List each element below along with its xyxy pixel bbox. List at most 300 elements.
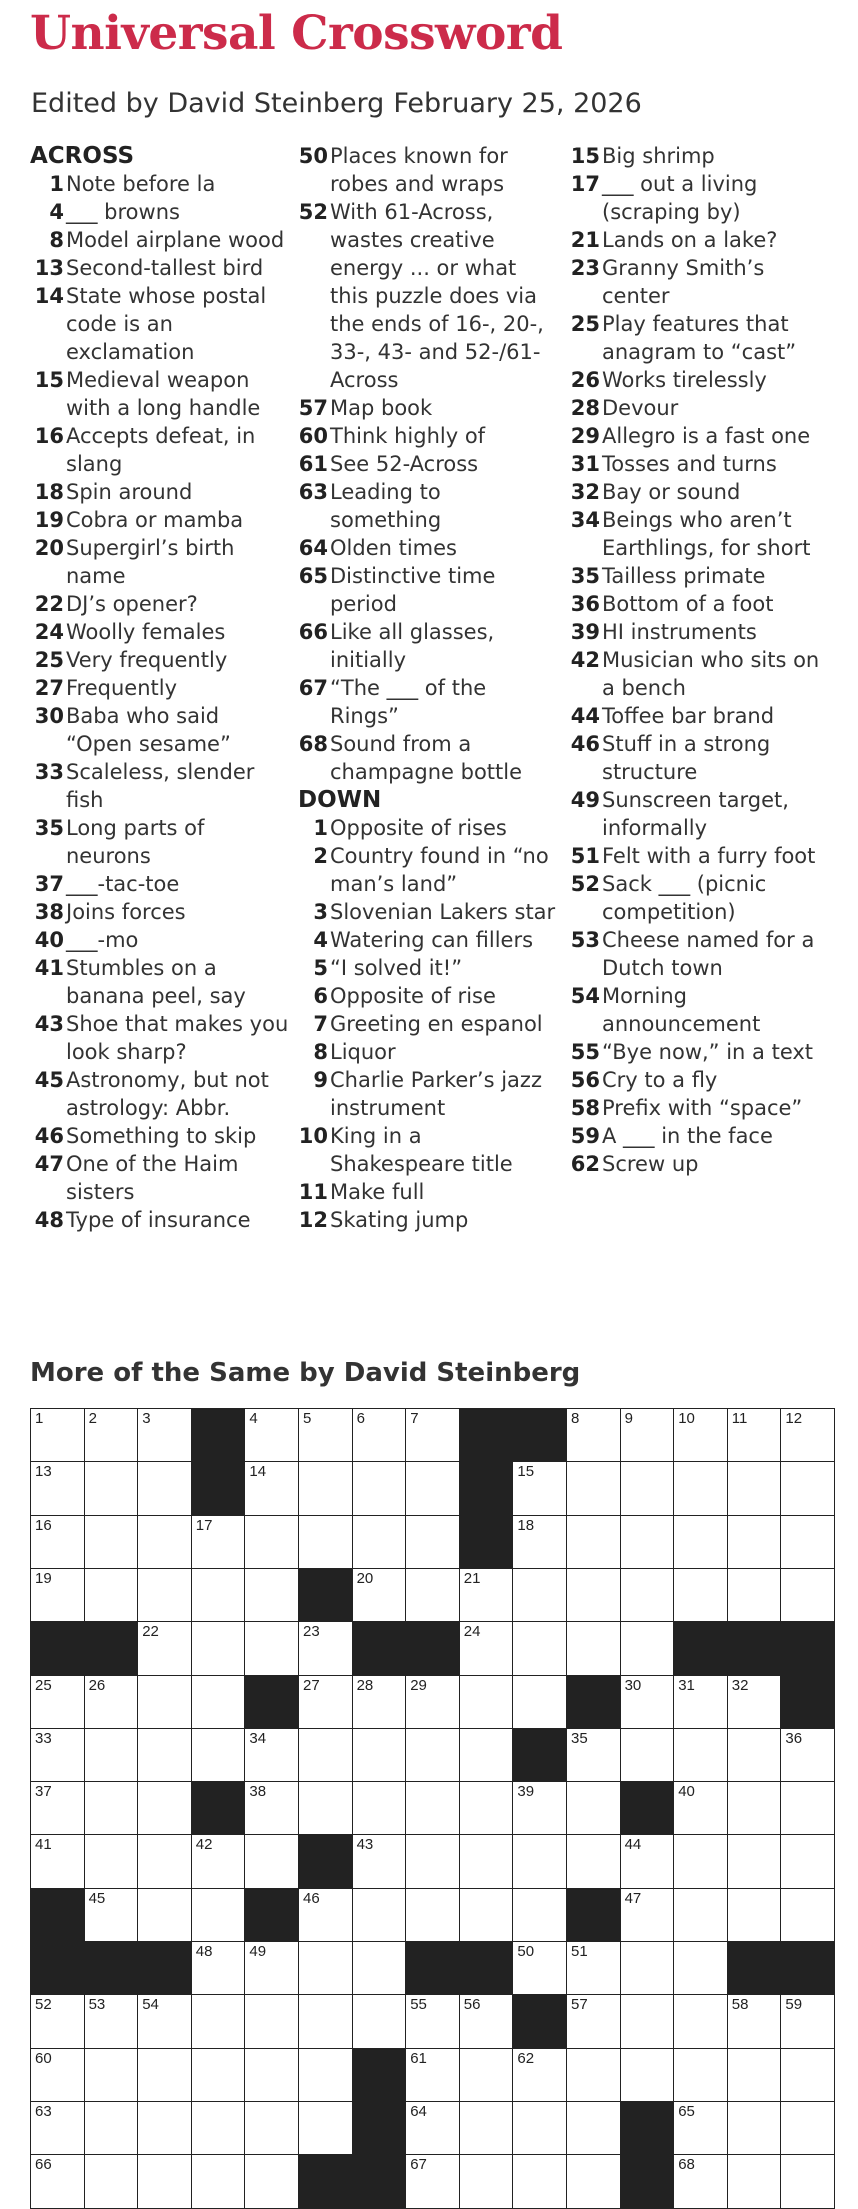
clue-number: 42 (570, 648, 600, 672)
grid-cell[interactable] (298, 1781, 353, 1836)
grid-cell[interactable] (352, 1994, 407, 2049)
cell-number: 64 (410, 2102, 427, 2120)
cell-number: 43 (356, 1836, 374, 1854)
clue-text: See 52-Across (330, 452, 479, 476)
grid-cell[interactable] (780, 1568, 835, 1623)
grid-cell[interactable] (620, 1941, 675, 1996)
grid-cell[interactable] (352, 1408, 407, 1463)
grid-cell[interactable] (673, 1781, 728, 1836)
grid-cell[interactable] (405, 1461, 460, 1516)
grid-cell[interactable] (727, 1888, 782, 1943)
grid-cell[interactable] (352, 1941, 407, 1996)
grid-cell[interactable] (566, 1461, 621, 1516)
down-clue (570, 590, 832, 618)
grid-cell[interactable] (191, 1675, 246, 1730)
across-clue (30, 870, 292, 898)
grid-cell[interactable] (620, 1728, 675, 1783)
grid-cell[interactable] (405, 1994, 460, 2049)
grid-cell[interactable] (566, 1621, 621, 1676)
grid-cell[interactable] (30, 1515, 85, 1570)
grid-cell[interactable] (191, 2154, 246, 2209)
black-square (191, 1781, 246, 1836)
grid-cell[interactable] (727, 1728, 782, 1783)
grid-cell[interactable] (191, 1888, 246, 1943)
grid-cell[interactable] (352, 1834, 407, 1889)
black-square (620, 1781, 675, 1836)
grid-cell[interactable] (780, 1994, 835, 2049)
down-clue (570, 254, 832, 310)
black-square (459, 1461, 514, 1516)
grid-cell[interactable] (137, 1888, 192, 1943)
grid-cell[interactable] (244, 2048, 299, 2103)
grid-cell[interactable] (298, 2048, 353, 2103)
grid-cell[interactable] (512, 1888, 567, 1943)
grid-cell[interactable] (566, 2101, 621, 2156)
grid-cell[interactable] (673, 1515, 728, 1570)
clue-text: “The ___ of the Rings” (330, 676, 487, 728)
grid-cell[interactable] (405, 1781, 460, 1836)
grid-cell[interactable] (191, 1568, 246, 1623)
cell-number: 8 (571, 1410, 580, 1427)
clue-text: A ___ in the face (602, 1124, 773, 1148)
grid-cell[interactable] (137, 1728, 192, 1783)
grid-cell[interactable] (244, 1568, 299, 1623)
grid-cell[interactable] (620, 1994, 675, 2049)
cell-number: 65 (678, 2102, 695, 2120)
clue-column-3 (570, 142, 832, 1178)
grid-cell[interactable] (673, 1461, 728, 1516)
grid-cell[interactable] (405, 1515, 460, 1570)
across-clue (298, 394, 560, 422)
clue-text: Play features that anagram to “cast” (602, 312, 797, 364)
clue-text: Something to skip (66, 1124, 257, 1148)
grid-cell[interactable] (780, 1515, 835, 1570)
clue-text: HI instruments (602, 620, 757, 644)
clue-text: Sunscreen target, informally (602, 788, 789, 840)
black-square (191, 1461, 246, 1516)
clue-text: Like all glasses, initially (330, 620, 495, 672)
grid-cell[interactable] (727, 1568, 782, 1623)
down-clue (570, 702, 832, 730)
grid-cell[interactable] (566, 1408, 621, 1463)
grid-cell[interactable] (620, 1888, 675, 1943)
grid-cell[interactable] (30, 1994, 85, 2049)
grid-cell[interactable] (298, 1675, 353, 1730)
grid-cell[interactable] (191, 1621, 246, 1676)
grid-cell[interactable] (512, 1675, 567, 1730)
grid-cell[interactable] (30, 1461, 85, 1516)
grid-cell[interactable] (673, 1888, 728, 1943)
grid-cell[interactable] (780, 1834, 835, 1889)
black-square (352, 2101, 407, 2156)
clue-number: 62 (570, 1152, 600, 1176)
grid-cell[interactable] (566, 2048, 621, 2103)
cell-number: 54 (142, 1996, 159, 2014)
grid-cell[interactable] (298, 2101, 353, 2156)
cell-number: 19 (35, 1569, 52, 1587)
grid-cell[interactable] (620, 1675, 675, 1730)
black-square (780, 1621, 835, 1676)
down-clue (570, 1038, 832, 1066)
grid-cell[interactable] (352, 1461, 407, 1516)
grid-cell[interactable] (244, 2154, 299, 2209)
across-clue (30, 478, 292, 506)
grid-cell[interactable] (298, 1408, 353, 1463)
grid-cell[interactable] (566, 1568, 621, 1623)
clue-number: 8 (313, 1040, 328, 1064)
black-square (298, 2154, 353, 2209)
cell-number: 18 (517, 1516, 535, 1534)
clue-number: 27 (34, 676, 64, 700)
grid-cell[interactable] (137, 1461, 192, 1516)
grid-cell[interactable] (673, 1728, 728, 1783)
clue-number: 16 (34, 424, 64, 448)
grid-cell[interactable] (137, 1675, 192, 1730)
clue-number: 64 (298, 536, 328, 560)
grid-cell[interactable] (298, 1888, 353, 1943)
grid-cell[interactable] (30, 2154, 85, 2209)
grid-cell[interactable] (780, 1461, 835, 1516)
down-clue (570, 394, 832, 422)
grid-cell[interactable] (673, 2048, 728, 2103)
clue-number: 28 (570, 396, 600, 420)
grid-cell[interactable] (459, 1994, 514, 2049)
black-square (298, 1568, 353, 1623)
cell-number: 51 (571, 1943, 588, 1960)
grid-cell[interactable] (459, 1675, 514, 1730)
grid-cell[interactable] (30, 1675, 85, 1730)
black-square (191, 1408, 246, 1463)
down-clue (570, 142, 832, 170)
grid-cell[interactable] (512, 1781, 567, 1836)
grid-cell[interactable] (30, 1834, 85, 1889)
black-square (727, 1941, 782, 1996)
grid-cell[interactable] (244, 1994, 299, 2049)
down-clue (570, 870, 832, 926)
grid-cell[interactable] (191, 1728, 246, 1783)
down-clue (298, 1038, 560, 1066)
clue-text: Granny Smith’s center (602, 256, 765, 308)
grid-cell[interactable] (137, 2101, 192, 2156)
grid-cell[interactable] (512, 1461, 567, 1516)
grid-cell[interactable] (84, 1408, 139, 1463)
clue-text: Opposite of rises (330, 816, 507, 840)
grid-cell[interactable] (244, 1461, 299, 1516)
clue-text: Watering can fillers (330, 928, 534, 952)
grid-cell[interactable] (512, 2154, 567, 2209)
grid-cell[interactable] (137, 1994, 192, 2049)
grid-cell[interactable] (191, 1515, 246, 1570)
clue-text: Works tirelessly (602, 368, 767, 392)
grid-cell[interactable] (620, 1621, 675, 1676)
grid-cell[interactable] (137, 1568, 192, 1623)
grid-cell[interactable] (405, 2154, 460, 2209)
grid-cell[interactable] (512, 2048, 567, 2103)
black-square (244, 1675, 299, 1730)
grid-cell[interactable] (780, 2101, 835, 2156)
grid-cell[interactable] (244, 1728, 299, 1783)
clue-number: 11 (298, 1180, 328, 1204)
grid-cell[interactable] (30, 2101, 85, 2156)
grid-cell[interactable] (352, 1728, 407, 1783)
across-clue (30, 702, 292, 758)
grid-cell[interactable] (459, 2154, 514, 2209)
grid-cell[interactable] (673, 1941, 728, 1996)
grid-cell[interactable] (727, 1515, 782, 1570)
grid-cell[interactable] (137, 1515, 192, 1570)
grid-cell[interactable] (459, 1728, 514, 1783)
clue-number: 18 (34, 480, 64, 504)
grid-cell[interactable] (191, 1941, 246, 1996)
grid-cell[interactable] (727, 2048, 782, 2103)
grid-cell[interactable] (459, 1621, 514, 1676)
grid-cell[interactable] (191, 2048, 246, 2103)
grid-cell[interactable] (780, 1728, 835, 1783)
grid-cell[interactable] (727, 1408, 782, 1463)
grid-cell[interactable] (30, 1781, 85, 1836)
grid-cell[interactable] (566, 1994, 621, 2049)
grid-cell[interactable] (405, 2048, 460, 2103)
grid-cell[interactable] (244, 1941, 299, 1996)
down-clue (298, 898, 560, 926)
grid-cell[interactable] (405, 1408, 460, 1463)
clue-text: Cheese named for a Dutch town (602, 928, 815, 980)
grid-cell[interactable] (512, 1515, 567, 1570)
grid-cell[interactable] (620, 1834, 675, 1889)
grid-cell[interactable] (780, 2154, 835, 2209)
grid-cell[interactable] (84, 1834, 139, 1889)
grid-cell[interactable] (512, 1834, 567, 1889)
grid-cell[interactable] (30, 2048, 85, 2103)
grid-cell[interactable] (298, 1941, 353, 1996)
grid-cell[interactable] (459, 1568, 514, 1623)
grid-cell[interactable] (727, 1781, 782, 1836)
grid-cell[interactable] (566, 1728, 621, 1783)
grid-cell[interactable] (84, 2154, 139, 2209)
clue-number: 63 (298, 480, 328, 504)
down-clue (570, 562, 832, 590)
clue-text: Frequently (66, 676, 178, 700)
clue-text: Accepts defeat, in slang (66, 424, 256, 476)
grid-cell[interactable] (459, 2048, 514, 2103)
grid-cell[interactable] (137, 1621, 192, 1676)
black-square (512, 1728, 567, 1783)
grid-cell[interactable] (191, 1834, 246, 1889)
clue-number: 15 (570, 144, 600, 168)
grid-cell[interactable] (673, 1568, 728, 1623)
cell-number: 58 (731, 1996, 749, 2014)
down-clue (570, 366, 832, 394)
clue-text: Felt with a furry foot (602, 844, 816, 868)
clue-text: Toffee bar brand (602, 704, 775, 728)
grid-cell[interactable] (566, 1941, 621, 1996)
cell-number: 20 (356, 1569, 374, 1587)
clue-text: Lands on a lake? (602, 228, 778, 252)
grid-cell[interactable] (84, 1994, 139, 2049)
down-clue (570, 170, 832, 226)
grid-cell[interactable] (620, 2048, 675, 2103)
grid-cell[interactable] (780, 1408, 835, 1463)
clue-text: “Bye now,” in a text (602, 1040, 814, 1064)
grid-cell[interactable] (673, 1994, 728, 2049)
grid-cell[interactable] (84, 1515, 139, 1570)
clue-text: Medieval weapon with a long handle (66, 368, 261, 420)
cell-number: 11 (731, 1410, 748, 1427)
grid-cell[interactable] (352, 1888, 407, 1943)
grid-cell[interactable] (512, 1621, 567, 1676)
grid-cell[interactable] (30, 1728, 85, 1783)
cell-number: 45 (88, 1889, 106, 1907)
grid-cell[interactable] (459, 1888, 514, 1943)
grid-cell[interactable] (727, 1834, 782, 1889)
crossword-grid (30, 1408, 834, 2208)
down-clue (298, 1178, 560, 1206)
grid-cell[interactable] (30, 1568, 85, 1623)
clue-text: Type of insurance (66, 1208, 251, 1232)
grid-cell[interactable] (512, 1941, 567, 1996)
down-clue (298, 1206, 560, 1234)
grid-cell[interactable] (84, 1675, 139, 1730)
grid-cell[interactable] (673, 1834, 728, 1889)
clue-number: 5 (313, 956, 328, 980)
grid-cell[interactable] (620, 1568, 675, 1623)
clue-number: 58 (570, 1096, 600, 1120)
grid-cell[interactable] (137, 1781, 192, 1836)
grid-cell[interactable] (566, 1781, 621, 1836)
across-clue (30, 898, 292, 926)
grid-cell[interactable] (673, 2154, 728, 2209)
clue-text: Stuff in a strong structure (602, 732, 771, 784)
grid-cell[interactable] (780, 1888, 835, 1943)
grid-cell[interactable] (566, 1515, 621, 1570)
grid-cell[interactable] (298, 1461, 353, 1516)
grid-cell[interactable] (673, 1408, 728, 1463)
grid-cell[interactable] (352, 1568, 407, 1623)
grid-cell[interactable] (780, 1781, 835, 1836)
clue-text: Skating jump (330, 1208, 469, 1232)
grid-cell[interactable] (727, 1461, 782, 1516)
grid-cell[interactable] (352, 1675, 407, 1730)
cell-number: 5 (303, 1410, 312, 1427)
cell-number: 44 (624, 1836, 642, 1854)
grid-cell[interactable] (620, 1408, 675, 1463)
grid-cell[interactable] (84, 2101, 139, 2156)
grid-cell[interactable] (620, 1461, 675, 1516)
grid-cell[interactable] (244, 1621, 299, 1676)
clue-text: Shoe that makes you look sharp? (66, 1012, 289, 1064)
grid-cell[interactable] (84, 1461, 139, 1516)
grid-cell[interactable] (137, 2048, 192, 2103)
grid-cell[interactable] (30, 1408, 85, 1463)
clue-number: 48 (34, 1208, 64, 1232)
black-square (727, 1621, 782, 1676)
down-clue (570, 982, 832, 1038)
grid-cell[interactable] (405, 1834, 460, 1889)
black-square (566, 1675, 621, 1730)
down-heading: DOWN (298, 787, 382, 813)
cell-number: 13 (35, 1463, 52, 1481)
grid-cell[interactable] (512, 1568, 567, 1623)
grid-cell[interactable] (191, 2101, 246, 2156)
across-clue (30, 366, 292, 422)
grid-cell[interactable] (244, 1515, 299, 1570)
black-square (298, 1834, 353, 1889)
grid-cell[interactable] (244, 1408, 299, 1463)
cell-number: 1 (35, 1410, 44, 1427)
cell-number: 52 (35, 1996, 52, 2014)
grid-cell[interactable] (298, 1994, 353, 2049)
grid-cell[interactable] (566, 2154, 621, 2209)
clue-number: 3 (313, 900, 328, 924)
clue-text: Spin around (66, 480, 193, 504)
grid-cell[interactable] (727, 2154, 782, 2209)
down-clue (570, 842, 832, 870)
grid-cell[interactable] (244, 1834, 299, 1889)
grid-cell[interactable] (352, 1781, 407, 1836)
grid-cell[interactable] (84, 1888, 139, 1943)
grid-cell[interactable] (727, 1994, 782, 2049)
grid-cell[interactable] (137, 1834, 192, 1889)
grid-cell[interactable] (405, 2101, 460, 2156)
grid-cell[interactable] (405, 1675, 460, 1730)
clue-text: Joins forces (66, 900, 186, 924)
clue-number: 2 (313, 844, 328, 868)
grid-cell[interactable] (84, 1568, 139, 1623)
grid-cell[interactable] (84, 1728, 139, 1783)
down-clue (298, 954, 560, 982)
grid-cell[interactable] (298, 1515, 353, 1570)
clue-number: 33 (34, 760, 64, 784)
grid-cell[interactable] (405, 1728, 460, 1783)
grid-cell[interactable] (244, 2101, 299, 2156)
grid-cell[interactable] (727, 2101, 782, 2156)
grid-cell[interactable] (405, 1568, 460, 1623)
grid-cell[interactable] (673, 1675, 728, 1730)
cell-number: 23 (303, 1623, 320, 1641)
grid-cell[interactable] (84, 2048, 139, 2103)
grid-cell[interactable] (298, 1621, 353, 1676)
grid-cell[interactable] (84, 1781, 139, 1836)
grid-cell[interactable] (244, 1781, 299, 1836)
clue-number: 30 (34, 704, 64, 728)
grid-cell[interactable] (780, 2048, 835, 2103)
clue-number: 59 (570, 1124, 600, 1148)
grid-cell[interactable] (137, 2154, 192, 2209)
grid-cell[interactable] (727, 1675, 782, 1730)
grid-cell[interactable] (620, 1515, 675, 1570)
grid-cell[interactable] (352, 1515, 407, 1570)
clue-text: Long parts of neurons (66, 816, 205, 868)
grid-cell[interactable] (137, 1408, 192, 1463)
clue-text: Opposite of rise (330, 984, 496, 1008)
grid-cell[interactable] (459, 2101, 514, 2156)
black-square (244, 1888, 299, 1943)
grid-cell[interactable] (191, 1994, 246, 2049)
grid-cell[interactable] (298, 1728, 353, 1783)
grid-cell[interactable] (566, 1834, 621, 1889)
clue-number: 46 (34, 1124, 64, 1148)
grid-cell[interactable] (459, 1781, 514, 1836)
clue-number: 14 (34, 284, 64, 308)
clue-text: Map book (330, 396, 433, 420)
grid-cell[interactable] (673, 2101, 728, 2156)
grid-cell[interactable] (405, 1888, 460, 1943)
clue-text: Second-tallest bird (66, 256, 264, 280)
grid-cell[interactable] (459, 1834, 514, 1889)
cell-number: 6 (356, 1410, 365, 1427)
down-clue (570, 506, 832, 562)
grid-cell[interactable] (512, 2101, 567, 2156)
